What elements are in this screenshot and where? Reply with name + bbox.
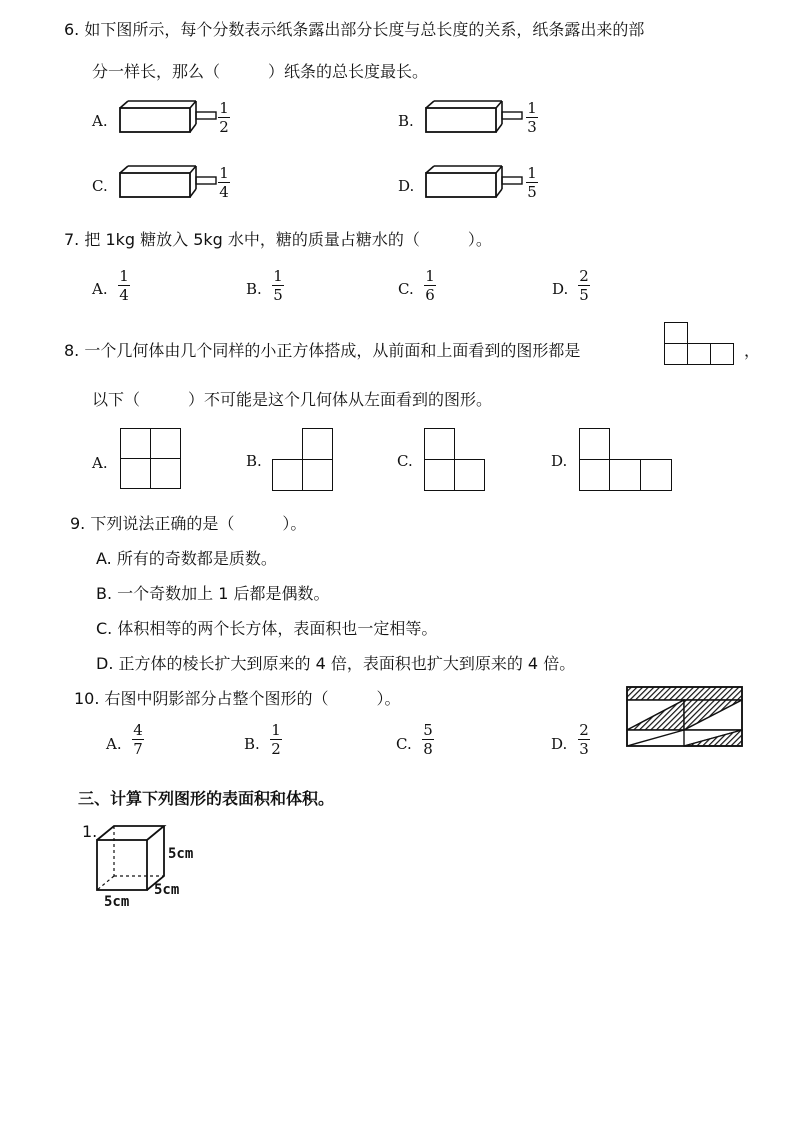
q8-option-b-label[interactable]: B. (246, 452, 262, 470)
q7-option-d-fraction (578, 268, 590, 303)
q6-option-d-label[interactable]: D. (398, 177, 415, 195)
q7-option-b-fraction (272, 268, 284, 303)
cube-face (424, 459, 455, 491)
q7-option-b-numerator: 1 (273, 267, 283, 285)
q10-option-d-numerator: 2 (579, 721, 589, 739)
q10-option-a-denominator: 7 (133, 740, 143, 758)
cube-face (664, 322, 688, 344)
q9-option-d[interactable]: D. 正方体的棱长扩大到原来的 4 倍，表面积也扩大到原来的 4 倍。 (96, 654, 576, 673)
q8-line1: 8. 一个几何体由几个同样的小正方体搭成，从前面和上面看到的图形都是 (64, 341, 581, 360)
cube-face (150, 428, 181, 459)
q7-option-a-numerator: 1 (119, 267, 129, 285)
q7-option-d-label[interactable]: D. (552, 280, 569, 298)
q8-front-top-view-figure (664, 322, 738, 366)
cube-face (272, 459, 303, 491)
q6-option-d-denominator: 5 (527, 183, 537, 201)
cube-face (120, 458, 151, 489)
cube-face (609, 459, 641, 491)
q7-option-b-label[interactable]: B. (246, 280, 262, 298)
q6-line1: 6. 如下图所示，每个分数表示纸条露出部分长度与总长度的关系，纸条露出来的部 (64, 20, 645, 39)
q6-option-b-denominator: 3 (527, 118, 537, 136)
q10-option-c-label[interactable]: C. (396, 735, 412, 753)
q8-option-d-label[interactable]: D. (551, 452, 568, 470)
cube-face (640, 459, 672, 491)
cube-face (579, 459, 610, 491)
cube-face (454, 459, 485, 491)
section-3-item-1-number: 1. (82, 822, 98, 841)
q7-option-a-fraction (118, 268, 130, 303)
cube-width-label: 5cm (104, 894, 130, 910)
q9-text: 9. 下列说法正确的是（ ）。 (70, 514, 307, 533)
q6-option-c-fraction (218, 165, 230, 200)
q6-option-a-label[interactable]: A. (92, 112, 108, 130)
q6-option-c-denominator: 4 (219, 183, 229, 201)
cube-height-label: 5cm (168, 846, 194, 862)
q8-comma: ， (744, 341, 761, 360)
q10-option-b-numerator: 1 (271, 721, 281, 739)
cube-face (424, 428, 455, 460)
q10-option-b-denominator: 2 (271, 740, 281, 758)
q10-text: 10. 右图中阴影部分占整个图形的（ ）。 (74, 689, 401, 708)
q7-option-c-fraction (424, 268, 436, 303)
q7-option-c-label[interactable]: C. (398, 280, 414, 298)
q6-option-a-denominator: 2 (219, 118, 229, 136)
q9-option-b[interactable]: B. 一个奇数加上 1 后都是偶数。 (96, 584, 330, 603)
q7-option-c-denominator: 6 (425, 286, 435, 304)
q10-option-a-fraction (132, 722, 144, 757)
q7-option-d-numerator: 2 (579, 267, 589, 285)
q10-option-c-numerator: 5 (423, 721, 433, 739)
q6-option-a-numerator: 1 (219, 99, 229, 117)
q10-option-a-label[interactable]: A. (106, 735, 122, 753)
q10-option-d-denominator: 3 (579, 740, 589, 758)
cube-face (687, 343, 711, 365)
q7-option-c-numerator: 1 (425, 267, 435, 285)
cube-face (150, 458, 181, 489)
q10-option-d-fraction (578, 722, 590, 757)
q10-option-a-numerator: 4 (133, 721, 143, 739)
cube-face (120, 428, 151, 459)
q9-option-a[interactable]: A. 所有的奇数都是质数。 (96, 549, 277, 568)
q10-option-c-denominator: 8 (423, 740, 433, 758)
q8-option-d-figure (579, 428, 675, 492)
q7-option-a-label[interactable]: A. (92, 280, 108, 298)
cube-face (302, 428, 333, 460)
q8-option-a-figure (120, 428, 182, 490)
cube-face (664, 343, 688, 365)
q9-option-c[interactable]: C. 体积相等的两个长方体，表面积也一定相等。 (96, 619, 438, 638)
q8-option-c-label[interactable]: C. (397, 452, 413, 470)
q10-option-b-label[interactable]: B. (244, 735, 260, 753)
q8-line2: 以下（ ）不可能是这个几何体从左面看到的图形。 (92, 390, 493, 409)
q10-option-c-fraction (422, 722, 434, 757)
cube-face (710, 343, 734, 365)
q8-option-b-figure (272, 428, 334, 492)
q8-option-a-label[interactable]: A. (92, 454, 108, 472)
q6-option-c-label[interactable]: C. (92, 177, 108, 195)
q6-option-a-fraction (218, 100, 230, 135)
section-3-title: 三、计算下列图形的表面积和体积。 (78, 789, 335, 808)
cube-face (302, 459, 333, 491)
q7-option-a-denominator: 4 (119, 286, 129, 304)
q10-shaded-figure (626, 686, 744, 748)
cube-depth-label: 5cm (154, 882, 180, 898)
q7-option-b-denominator: 5 (273, 286, 283, 304)
q6-option-d-numerator: 1 (527, 164, 537, 182)
q6-option-c-numerator: 1 (219, 164, 229, 182)
q6-option-b-fraction (526, 100, 538, 135)
q6-option-d-fraction (526, 165, 538, 200)
q10-option-b-fraction (270, 722, 282, 757)
q7-text: 7. 把 1kg 糖放入 5kg 水中，糖的质量占糖水的（ ）。 (64, 230, 492, 249)
q7-option-d-denominator: 5 (579, 286, 589, 304)
cube-face (579, 428, 610, 460)
q8-option-c-figure (424, 428, 486, 492)
q6-option-b-numerator: 1 (527, 99, 537, 117)
q10-option-d-label[interactable]: D. (551, 735, 568, 753)
q6-option-b-label[interactable]: B. (398, 112, 414, 130)
q6-line2: 分一样长，那么（ ）纸条的总长度最长。 (92, 62, 429, 81)
